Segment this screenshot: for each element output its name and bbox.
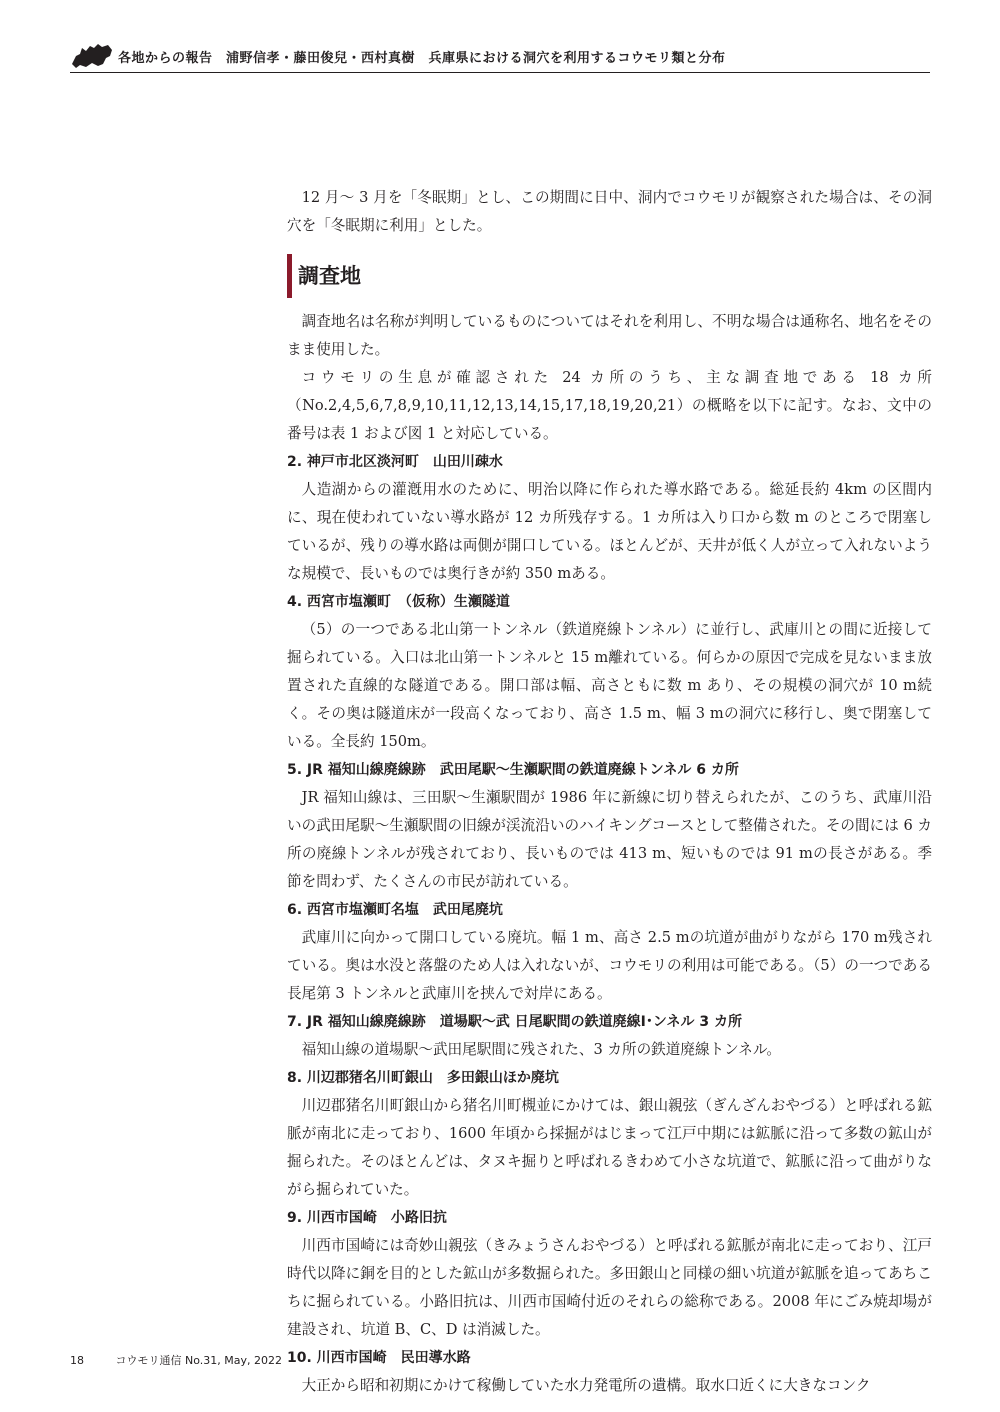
site-heading-9: 9. 川西市国崎 小路旧抗 — [287, 1210, 447, 1226]
article-body — [287, 184, 932, 1400]
site-heading-6: 6. 西宮市塩瀬町名塩 武田尾廃坑 — [287, 902, 503, 918]
site-text-5: JR 福知山線は、三田駅〜生瀬駅間が 1986 年に新線に切り替えられたが、このうち、武庫川沿いの武田尾駅〜生瀬駅間の旧線が渓流沿いのハイキングコースとして整備された。その間には 6 カ所の廃線トンネルが残されており、長いものでは 413 m、短いものでは 91 mの長さがある。季節を問わず、たくさんの市民が訪れている。 — [287, 789, 932, 890]
running-header — [70, 40, 930, 73]
site-heading-10: 10. 川西市国崎 民田導水路 — [287, 1350, 471, 1366]
section-paragraph: 調査地名は名称が判明しているものについてはそれを利用し、不明な場合は通称名、地名をそのまま使用した。 — [287, 313, 932, 358]
journal-citation: コウモリ通信 No.31, May, 2022 — [115, 1354, 282, 1367]
running-title: 各地からの報告 浦野信孝・藤田俊兒・西村真樹 兵庫県における洞穴を利用するコウモリ類と分布 — [118, 51, 726, 66]
intro-paragraph: 12 月〜 3 月を「冬眠期」とし、この期間に日中、洞内でコウモリが観察された場合は、その洞穴を「冬眠期に利用」とした。 — [287, 189, 932, 234]
site-text-4: （5）の一つである北山第一トンネル（鉄道廃線トンネル）に並行し、武庫川との間に近接して掘られている。入口は北山第一トンネルと 15 m離れている。何らかの原因で完成を見ないまま放置された直線的な隧道である。開口部は幅、高さともに数 m あり、その規模の洞穴が 10 m続く。その奥は隧道床が一段高くなっており、高さ 1.5 m、幅 3 mの洞穴に移行し、奥で閉塞している。全長約 150m。 — [287, 621, 932, 750]
site-text-10: 大正から昭和初期にかけて稼働していた水力発電所の遺構。取水口近くに大きなコンク — [301, 1377, 871, 1394]
page-number: 18 — [70, 1354, 84, 1367]
section-title: 調査地 — [287, 254, 932, 298]
bat-silhouette-icon — [70, 42, 114, 70]
site-heading-2: 2. 神戸市北区淡河町 山田川疎水 — [287, 454, 503, 470]
site-heading-7: 7. JR 福知山線廃線跡 道場駅〜武 日尾駅間の鉄道廃線Ⅰ･ンネル 3 カ所 — [287, 1014, 742, 1030]
site-text-6: 武庫川に向かって開口している廃坑。幅 1 m、高さ 2.5 mの坑道が曲がりながら 170 m残されている。奥は水没と落盤のため人は入れないが、コウモリの利用は可能である。（5）の一つである長尾第 3 トンネルと武庫川を挟んで対岸にある。 — [287, 929, 932, 1002]
site-text-7: 福知山線の道場駅〜武田尾駅間に残された、3 カ所の鉄道廃線トンネル。 — [301, 1041, 781, 1058]
page-footer — [70, 1352, 282, 1368]
site-heading-5: 5. JR 福知山線廃線跡 武田尾駅〜生瀬駅間の鉄道廃線トンネル 6 カ所 — [287, 762, 739, 778]
site-text-8: 川辺郡猪名川町銀山から猪名川町槻並にかけては、銀山親弦（ぎんざんおやづる）と呼ばれる鉱脈が南北に走っており、1600 年頃から採掘がはじまって江戸中期には鉱脈に沿って多数の鉱山が掘られた。そのほとんどは、タヌキ掘りと呼ばれるきわめて小さな坑道で、鉱脈に沿って曲がりながら掘られていた。 — [287, 1097, 932, 1198]
site-text-2: 人造湖からの灌漑用水のために、明治以降に作られた導水路である。総延長約 4km の区間内に、現在使われていない導水路が 12 カ所残存する。1 カ所は入り口から数 m のところで閉塞しているが、残りの導水路は両側が開口している。ほとんどが、天井が低く人が立って入れないような規模で、長いものでは奥行きが約 350 mある。 — [287, 481, 932, 582]
section-paragraph: コウモリの生息が確認された 24 カ所のうち、主な調査地である 18 カ所（No.2,4,5,6,7,8,9,10,11,12,13,14,15,17,18,19,20,21）の概略を以下に記す。なお、文中の番号は表 1 および図 1 と対応している。 — [287, 369, 932, 442]
site-heading-4: 4. 西宮市塩瀬町 （仮称）生瀬隧道 — [287, 594, 510, 610]
site-text-9: 川西市国崎には奇妙山親弦（きみょうさんおやづる）と呼ばれる鉱脈が南北に走っており、江戸時代以降に銅を目的とした鉱山が多数掘られた。多田銀山と同様の細い坑道が鉱脈を追ってあちこちに掘られている。小路旧抗は、川西市国崎付近のそれらの総称である。2008 年にごみ焼却場が建設され、坑道 B、C、D は消滅した。 — [287, 1237, 932, 1338]
site-heading-8: 8. 川辺郡猪名川町銀山 多田銀山ほか廃坑 — [287, 1070, 559, 1086]
